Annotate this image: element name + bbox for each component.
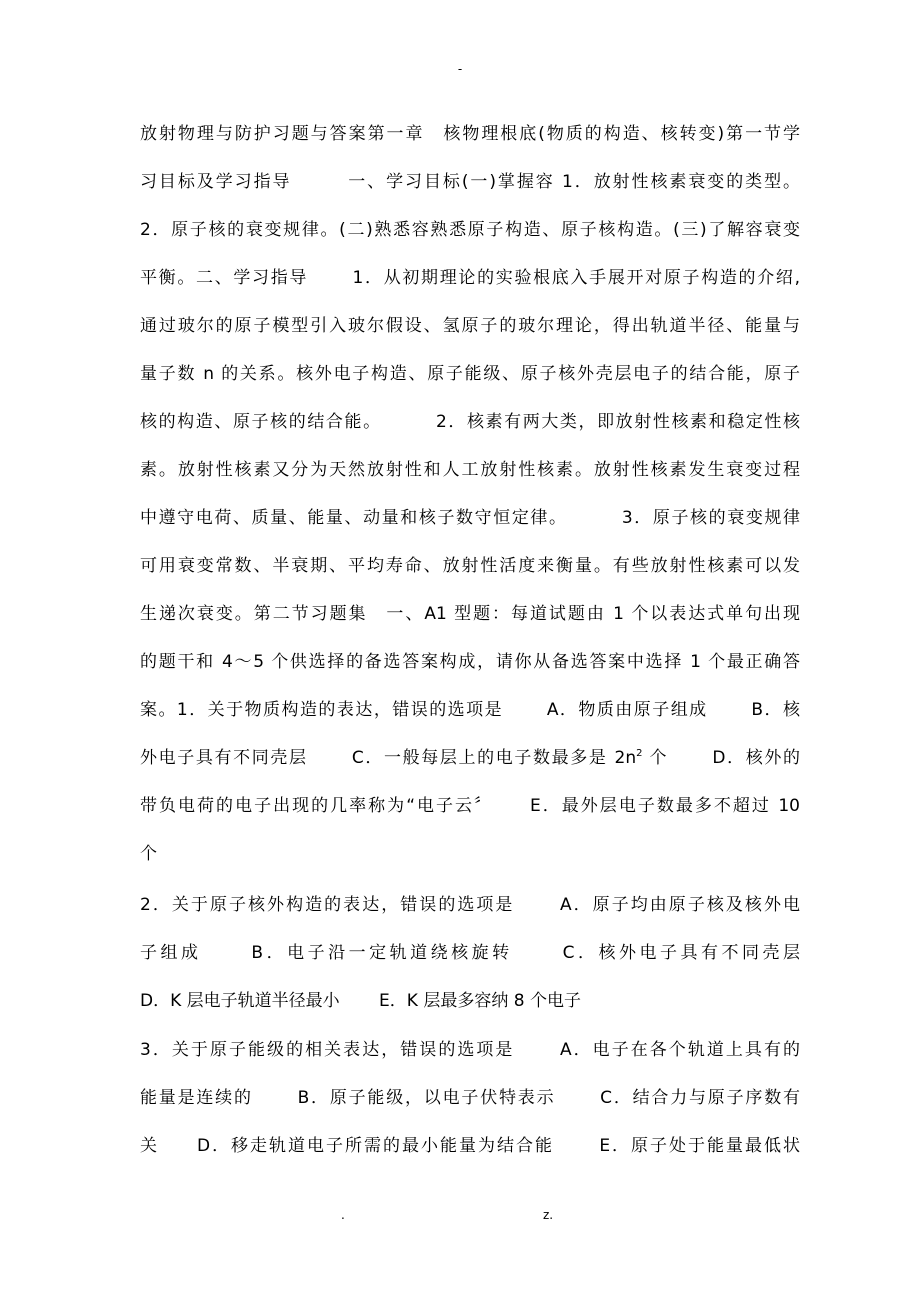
text-line: 习目标及学习指导 一、学习目标(一)掌握容 1．放射性核素衰变的类型。: [140, 172, 800, 192]
text-line: 生递次衰变。第二节习题集 一、A1 型题：每道试题由 1 个以表达式单句出现: [140, 604, 800, 624]
superscript: 2: [636, 748, 643, 759]
question-3-line: 关 D．移走轨道电子所需的最小能量为结合能 E．原子处于能量最低状: [140, 1136, 800, 1156]
text-line: 放射物理与防护习题与答案第一章 核物理根底(物质的构造、核转变)第一节学: [140, 124, 800, 144]
question-2-line: 2．关于原子核外构造的表达，错误的选项是 A．原子均由原子核及核外电: [140, 895, 800, 915]
question-3-line: 能量是连续的 B．原子能级，以电子伏特表示 C．结合力与原子序数有: [140, 1088, 800, 1108]
footer-right-mark: z.: [543, 1208, 554, 1222]
text-line: 通过玻尔的原子模型引入玻尔假设、氢原子的玻尔理论，得出轨道半径、能量与: [140, 316, 800, 336]
question-3-line: 3．关于原子能级的相关表达，错误的选项是 A．电子在各个轨道上具有的: [140, 1040, 800, 1060]
text-line: 量子数 n 的关系。核外电子构造、原子能级、原子核外壳层电子的结合能，原子: [140, 364, 800, 384]
text-segment: 个 D．核外的: [642, 748, 800, 768]
text-line: 素。放射性核素又分为天然放射性和人工放射性核素。放射性核素发生衰变过程: [140, 460, 800, 480]
text-line: 的题干和 4～5 个供选择的备选答案构成，请你从备选答案中选择 1 个最正确答: [140, 652, 800, 672]
text-segment: 外电子具有不同壳层 C．一般每层上的电子数最多是 2n: [140, 748, 637, 768]
text-line: 带负电荷的电子出现的几率称为“电子云〞 E．最外层电子数最多不超过 10: [140, 796, 800, 816]
question-2-line: D．K 层电子轨道半径最小 E．K 层最多容纳 8 个电子: [140, 991, 581, 1011]
text-line: 个: [140, 844, 157, 864]
text-line: 平衡。二、学习指导 1．从初期理论的实验根底入手展开对原子构造的介绍,: [140, 268, 800, 288]
text-line: 核的构造、原子核的结合能。 2．核素有两大类，即放射性核素和稳定性核: [140, 412, 800, 432]
footer-left-mark: .: [341, 1208, 345, 1222]
question-2-line: 子组成 B．电子沿一定轨道绕核旋转 C．核外电子具有不同壳层: [140, 943, 800, 963]
text-line: 可用衰变常数、半衰期、平均寿命、放射性活度来衡量。有些放射性核素可以发: [140, 556, 800, 576]
header-mark: -: [457, 62, 463, 76]
text-line: 中遵守电荷、质量、能量、动量和核子数守恒定律。 3．原子核的衰变规律: [140, 508, 800, 528]
text-line-with-superscript: [140, 742, 800, 774]
text-line: 案。1．关于物质构造的表达，错误的选项是 A．物质由原子组成 B．核: [140, 700, 800, 720]
text-line: 2．原子核的衰变规律。(二)熟悉容熟悉原子构造、原子核构造。(三)了解容衰变: [140, 220, 800, 240]
